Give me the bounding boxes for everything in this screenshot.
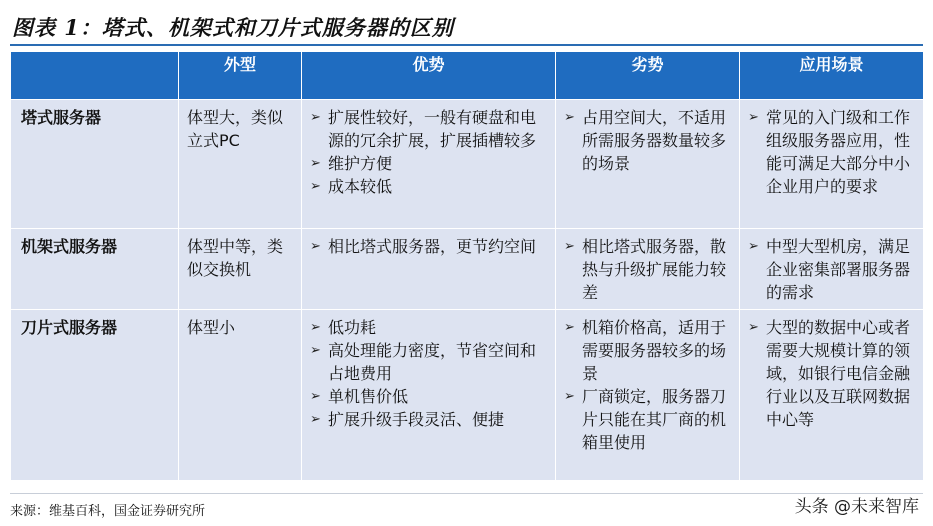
arrow-bullet-icon: ➢ <box>748 239 759 254</box>
header-pros: 优势 <box>302 52 556 100</box>
arrow-bullet-icon: ➢ <box>564 389 575 404</box>
arrow-bullet-icon: ➢ <box>310 412 321 427</box>
arrow-bullet-icon: ➢ <box>748 320 759 335</box>
cons-cell <box>556 100 740 229</box>
shape-cell: 体型大，类似立式PC <box>179 100 302 229</box>
bullet-item: ➢ 维护方便 <box>310 154 393 173</box>
bullet-item: ➢ 常见的入门级和工作组级服务器应用，性能可满足大部分中小企业用户的要求 <box>748 108 911 196</box>
bullet-item: ➢ 低功耗 <box>310 318 377 337</box>
server-type-name: 刀片式服务器 <box>11 310 179 481</box>
bullet-item: ➢ 单机售价低 <box>310 387 409 406</box>
bullet-item: ➢ 扩展升级手段灵活、便捷 <box>310 410 505 429</box>
pros-cell <box>302 100 556 229</box>
arrow-bullet-icon: ➢ <box>310 179 321 194</box>
shape-cell: 体型中等，类似交换机 <box>179 229 302 310</box>
bullet-item: ➢ 中型大型机房，满足企业密集部署服务器的需求 <box>748 237 911 302</box>
arrow-bullet-icon: ➢ <box>310 110 321 125</box>
figure-title-bar <box>10 8 923 46</box>
bullet-item: ➢ 扩展性较好，一般有硬盘和电源的冗余扩展，扩展插槽较多 <box>310 108 537 150</box>
bullet-item: ➢ 成本较低 <box>310 177 393 196</box>
table-row <box>11 229 924 310</box>
arrow-bullet-icon: ➢ <box>564 110 575 125</box>
table-row <box>11 100 924 229</box>
server-type-name: 机架式服务器 <box>11 229 179 310</box>
bullet-item: ➢ 相比塔式服务器，更节约空间 <box>310 237 537 256</box>
arrow-bullet-icon: ➢ <box>564 320 575 335</box>
header-cons: 劣势 <box>556 52 740 100</box>
cons-cell <box>556 310 740 481</box>
watermark: 头条 @未来智库 <box>794 497 919 517</box>
header-shape: 外型 <box>179 52 302 100</box>
use-cell <box>740 310 924 481</box>
pros-cell <box>302 310 556 481</box>
bullet-item: ➢ 高处理能力密度，节省空间和占地费用 <box>310 341 537 383</box>
table-header-row <box>11 52 924 100</box>
cons-cell <box>556 229 740 310</box>
shape-cell: 体型小 <box>179 310 302 481</box>
use-cell <box>740 229 924 310</box>
arrow-bullet-icon: ➢ <box>310 320 321 335</box>
arrow-bullet-icon: ➢ <box>310 239 321 254</box>
bullet-item: ➢ 占用空间大，不适用所需服务器数量较多的场景 <box>564 108 727 173</box>
arrow-bullet-icon: ➢ <box>310 389 321 404</box>
bullet-item: ➢ 大型的数据中心或者需要大规模计算的领域，如银行电信金融行业以及互联网数据中心等 <box>748 318 911 429</box>
header-corner <box>11 52 179 100</box>
header-use: 应用场景 <box>740 52 924 100</box>
divider <box>10 493 923 494</box>
pros-cell <box>302 229 556 310</box>
arrow-bullet-icon: ➢ <box>310 343 321 358</box>
arrow-bullet-icon: ➢ <box>310 156 321 171</box>
source-note: 来源：维基百科，国金证券研究所 <box>10 504 206 519</box>
bullet-item: ➢ 相比塔式服务器，散热与升级扩展能力较差 <box>564 237 727 302</box>
bullet-item: ➢ 机箱价格高，适用于需要服务器较多的场景 <box>564 318 727 383</box>
server-type-name: 塔式服务器 <box>11 100 179 229</box>
arrow-bullet-icon: ➢ <box>564 239 575 254</box>
table-row <box>11 310 924 481</box>
arrow-bullet-icon: ➢ <box>748 110 759 125</box>
comparison-table <box>10 51 924 481</box>
use-cell <box>740 100 924 229</box>
figure-title: 图表 1：塔式、机架式和刀片式服务器的区别 <box>12 15 454 40</box>
bullet-item: ➢ 厂商锁定，服务器刀片只能在其厂商的机箱里使用 <box>564 387 727 452</box>
